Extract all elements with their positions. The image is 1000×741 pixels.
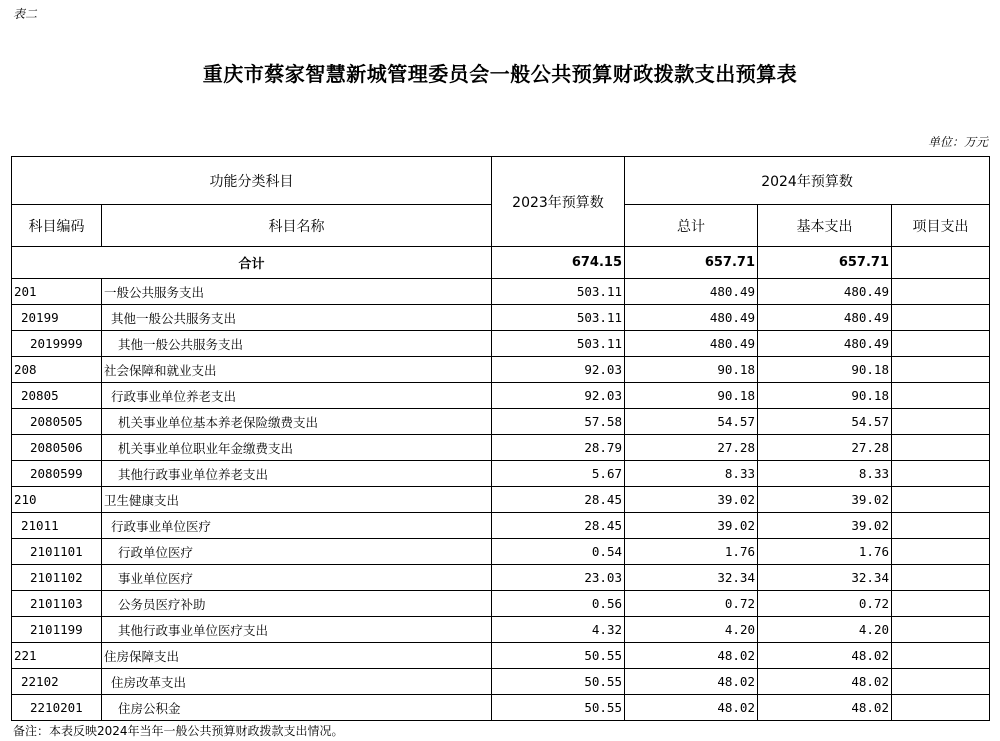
budget-2023: 28.45 — [492, 513, 625, 539]
budget-2024-total: 480.49 — [625, 331, 758, 357]
budget-2024-total: 48.02 — [625, 643, 758, 669]
table-row — [12, 617, 990, 643]
budget-2024-basic: 32.34 — [758, 565, 892, 591]
budget-2023: 5.67 — [492, 461, 625, 487]
budget-2024-total: 32.34 — [625, 565, 758, 591]
subject-name: 其他一般公共服务支出 — [102, 305, 492, 331]
budget-2024-total: 39.02 — [625, 487, 758, 513]
subject-name: 机关事业单位基本养老保险缴费支出 — [102, 409, 492, 435]
subject-code: 21011 — [12, 513, 102, 539]
budget-table — [11, 156, 990, 721]
table-row — [12, 539, 990, 565]
table-row — [12, 409, 990, 435]
total-row — [12, 247, 990, 279]
subject-code: 2210201 — [12, 695, 102, 721]
budget-2024-basic: 48.02 — [758, 695, 892, 721]
budget-2024-total: 480.49 — [625, 305, 758, 331]
header-total: 总计 — [625, 205, 758, 247]
header-budget-2023: 2023年预算数 — [492, 157, 625, 247]
budget-2024-total: 8.33 — [625, 461, 758, 487]
table-row — [12, 357, 990, 383]
table-row — [12, 565, 990, 591]
subject-code: 221 — [12, 643, 102, 669]
budget-2024-basic: 54.57 — [758, 409, 892, 435]
subject-name: 行政事业单位养老支出 — [102, 383, 492, 409]
budget-2024-project — [892, 669, 990, 695]
subject-name: 公务员医疗补助 — [102, 591, 492, 617]
budget-2024-total: 0.72 — [625, 591, 758, 617]
header-subject-name: 科目名称 — [102, 205, 492, 247]
budget-2024-basic: 27.28 — [758, 435, 892, 461]
total-budget-2023: 674.15 — [492, 247, 625, 279]
table-row — [12, 279, 990, 305]
subject-name: 社会保障和就业支出 — [102, 357, 492, 383]
budget-2024-basic: 1.76 — [758, 539, 892, 565]
subject-code: 2101199 — [12, 617, 102, 643]
subject-name: 其他行政事业单位养老支出 — [102, 461, 492, 487]
budget-2024-total: 48.02 — [625, 695, 758, 721]
total-budget-2024-basic: 657.71 — [758, 247, 892, 279]
subject-code: 20199 — [12, 305, 102, 331]
subject-name: 住房改革支出 — [102, 669, 492, 695]
budget-2024-total: 90.18 — [625, 357, 758, 383]
budget-2024-basic: 480.49 — [758, 305, 892, 331]
subject-name: 行政事业单位医疗 — [102, 513, 492, 539]
table-row — [12, 461, 990, 487]
budget-2023: 50.55 — [492, 643, 625, 669]
budget-2024-total: 27.28 — [625, 435, 758, 461]
subject-code: 2080505 — [12, 409, 102, 435]
budget-2024-basic: 48.02 — [758, 643, 892, 669]
header-budget-2024: 2024年预算数 — [625, 157, 990, 205]
budget-2023: 503.11 — [492, 305, 625, 331]
table-row — [12, 305, 990, 331]
subject-name: 住房保障支出 — [102, 643, 492, 669]
budget-2024-basic: 8.33 — [758, 461, 892, 487]
budget-2024-total: 90.18 — [625, 383, 758, 409]
budget-2024-total: 480.49 — [625, 279, 758, 305]
budget-2024-project — [892, 591, 990, 617]
budget-2024-project — [892, 357, 990, 383]
budget-2023: 0.56 — [492, 591, 625, 617]
total-budget-2024-project — [892, 247, 990, 279]
budget-2023: 4.32 — [492, 617, 625, 643]
footnote: 备注：本表反映2024年当年一般公共预算财政拨款支出情况。 — [13, 724, 344, 738]
page-title: 重庆市蔡家智慧新城管理委员会一般公共预算财政拨款支出预算表 — [202, 62, 798, 86]
budget-2023: 0.54 — [492, 539, 625, 565]
budget-2024-project — [892, 513, 990, 539]
unit-label: 单位：万元 — [927, 135, 988, 149]
subject-name: 一般公共服务支出 — [102, 279, 492, 305]
budget-2024-basic: 0.72 — [758, 591, 892, 617]
table-row — [12, 695, 990, 721]
budget-2024-project — [892, 279, 990, 305]
table-row — [12, 487, 990, 513]
subject-name: 其他一般公共服务支出 — [102, 331, 492, 357]
budget-2024-project — [892, 695, 990, 721]
budget-2024-project — [892, 539, 990, 565]
budget-2024-project — [892, 409, 990, 435]
budget-2024-project — [892, 383, 990, 409]
header-functional-category: 功能分类科目 — [12, 157, 492, 205]
header-project-expenditure: 项目支出 — [892, 205, 990, 247]
budget-2024-project — [892, 331, 990, 357]
subject-code: 208 — [12, 357, 102, 383]
budget-2023: 50.55 — [492, 669, 625, 695]
budget-2023: 28.45 — [492, 487, 625, 513]
table-row — [12, 669, 990, 695]
header-subject-code: 科目编码 — [12, 205, 102, 247]
budget-2024-total: 39.02 — [625, 513, 758, 539]
budget-2024-total: 4.20 — [625, 617, 758, 643]
budget-2024-project — [892, 643, 990, 669]
budget-2023: 503.11 — [492, 331, 625, 357]
table-row — [12, 643, 990, 669]
budget-2024-basic: 39.02 — [758, 487, 892, 513]
budget-2024-basic: 39.02 — [758, 513, 892, 539]
total-budget-2024-total: 657.71 — [625, 247, 758, 279]
subject-code: 2019999 — [12, 331, 102, 357]
budget-2024-project — [892, 305, 990, 331]
budget-2024-basic: 90.18 — [758, 357, 892, 383]
subject-name: 住房公积金 — [102, 695, 492, 721]
subject-code: 2101102 — [12, 565, 102, 591]
budget-2024-basic: 480.49 — [758, 331, 892, 357]
budget-2023: 23.03 — [492, 565, 625, 591]
subject-name: 机关事业单位职业年金缴费支出 — [102, 435, 492, 461]
subject-name: 事业单位医疗 — [102, 565, 492, 591]
budget-2023: 50.55 — [492, 695, 625, 721]
subject-code: 2080599 — [12, 461, 102, 487]
table-row — [12, 383, 990, 409]
budget-2024-project — [892, 617, 990, 643]
budget-2024-total: 48.02 — [625, 669, 758, 695]
budget-2024-project — [892, 565, 990, 591]
subject-code: 22102 — [12, 669, 102, 695]
table-number-label: 表二 — [13, 7, 38, 21]
subject-code: 20805 — [12, 383, 102, 409]
subject-code: 2101103 — [12, 591, 102, 617]
budget-2023: 57.58 — [492, 409, 625, 435]
subject-code: 2080506 — [12, 435, 102, 461]
budget-2024-project — [892, 487, 990, 513]
budget-2024-project — [892, 461, 990, 487]
subject-name: 卫生健康支出 — [102, 487, 492, 513]
total-label: 合计 — [12, 247, 492, 279]
budget-2023: 92.03 — [492, 357, 625, 383]
table-row — [12, 435, 990, 461]
header-basic-expenditure: 基本支出 — [758, 205, 892, 247]
subject-name: 其他行政事业单位医疗支出 — [102, 617, 492, 643]
budget-2024-basic: 48.02 — [758, 669, 892, 695]
subject-name: 行政单位医疗 — [102, 539, 492, 565]
subject-code: 210 — [12, 487, 102, 513]
budget-2024-basic: 4.20 — [758, 617, 892, 643]
table-row — [12, 331, 990, 357]
budget-2023: 92.03 — [492, 383, 625, 409]
budget-2024-total: 1.76 — [625, 539, 758, 565]
subject-code: 2101101 — [12, 539, 102, 565]
table-row — [12, 591, 990, 617]
budget-2023: 28.79 — [492, 435, 625, 461]
budget-2024-project — [892, 435, 990, 461]
budget-2024-basic: 480.49 — [758, 279, 892, 305]
table-row — [12, 513, 990, 539]
subject-code: 201 — [12, 279, 102, 305]
budget-2024-total: 54.57 — [625, 409, 758, 435]
budget-2023: 503.11 — [492, 279, 625, 305]
budget-2024-basic: 90.18 — [758, 383, 892, 409]
